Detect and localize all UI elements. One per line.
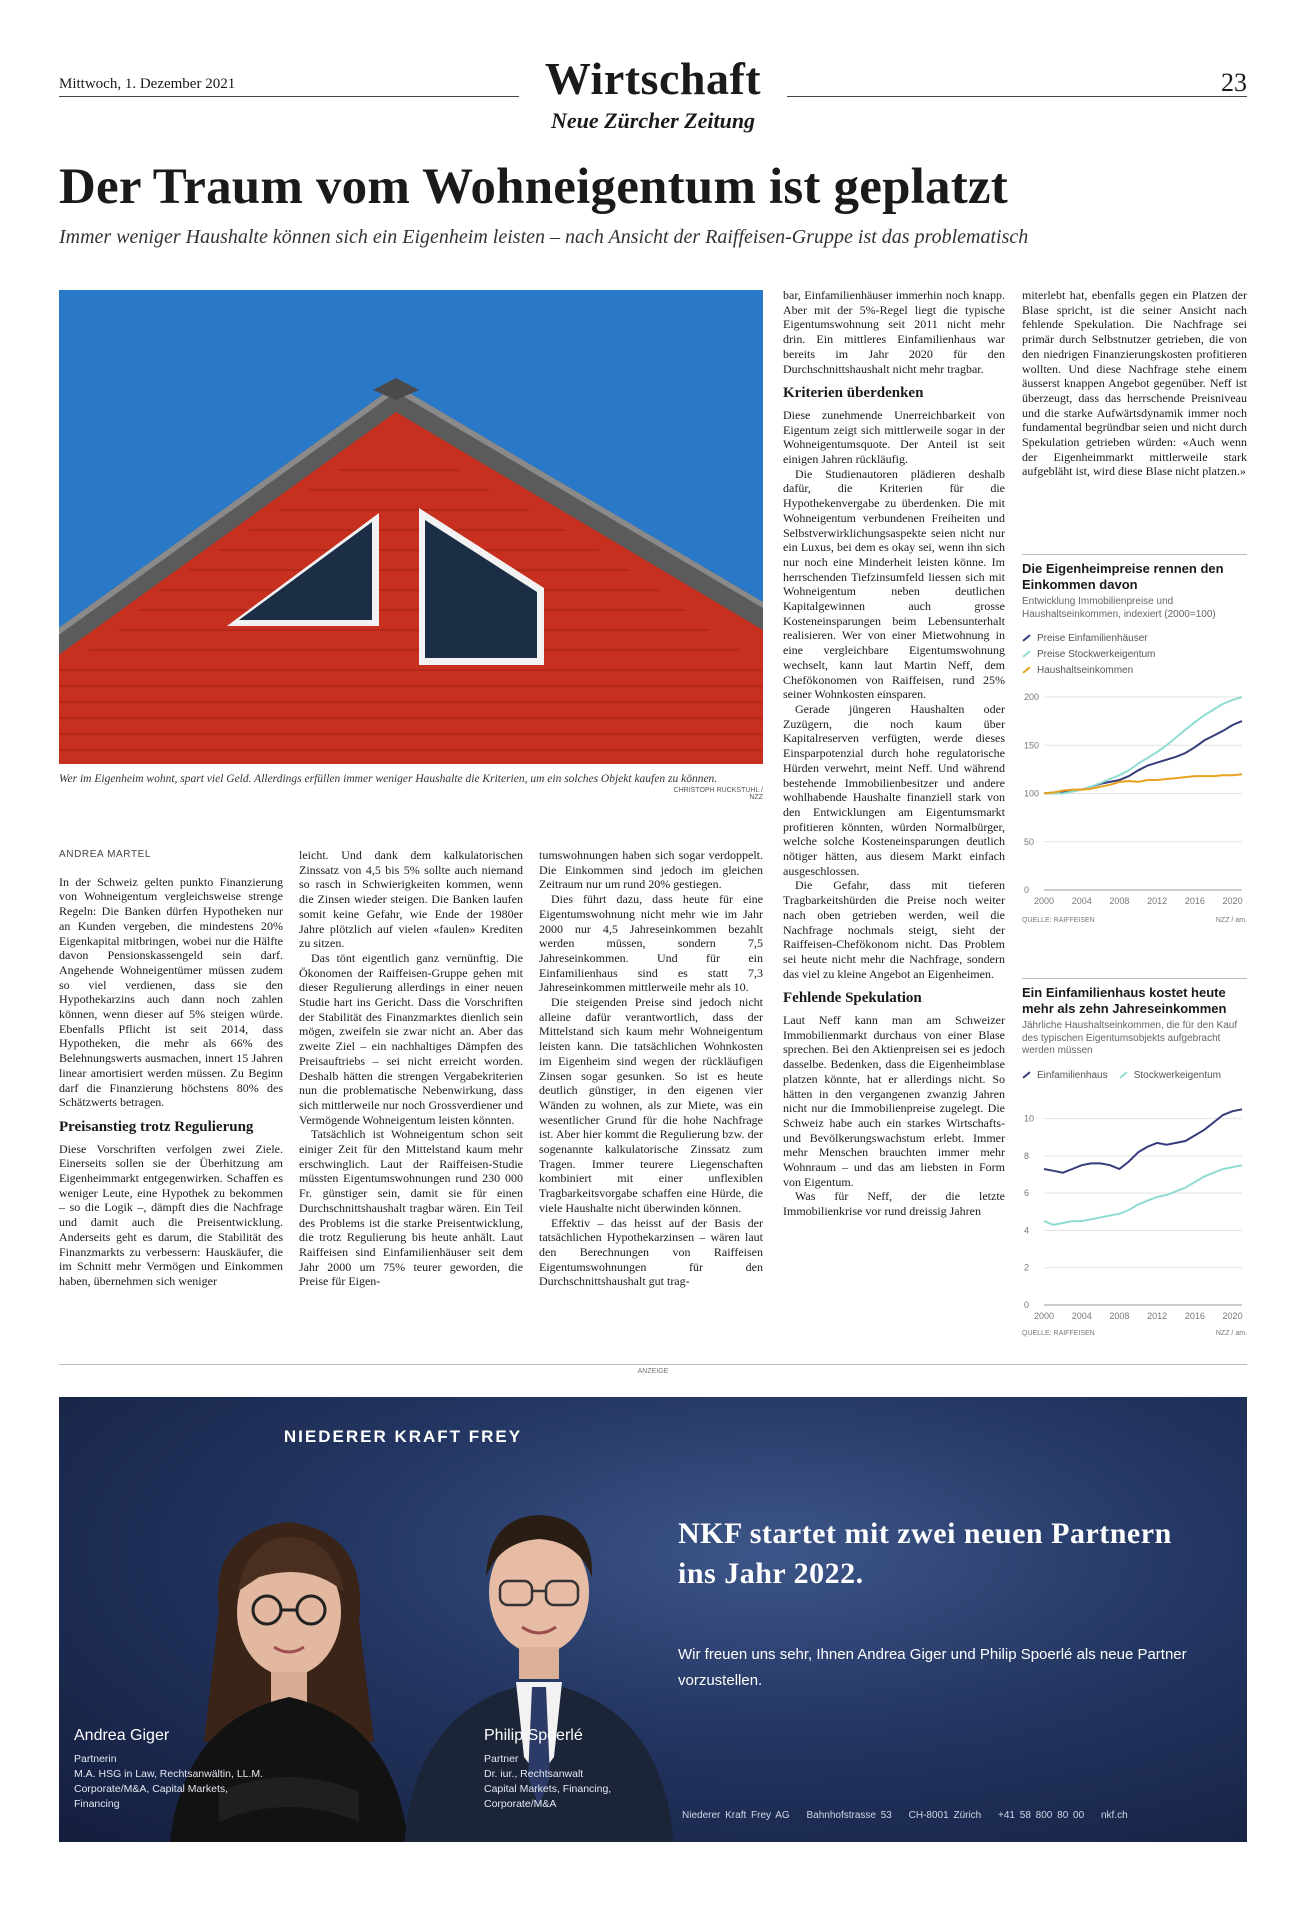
chart-legend [1022, 1068, 1247, 1084]
credit-label: NZZ / am. [1215, 917, 1247, 924]
partner-role: Partner [484, 1753, 519, 1765]
chart-title: Die Eigenheimpreise rennen den Einkommen davon [1022, 561, 1224, 592]
photo-caption: Wer im Eigenheim wohnt, spart viel Geld. Allerdings erfüllen immer weniger Haushalte die Kriterien, um ein solches Objekt kaufen zu können. [59, 773, 718, 785]
y-tick-label: 150 [1024, 740, 1040, 751]
ad-headline-line: ins Jahr 2022. [678, 1557, 864, 1590]
chart-home-prices [1022, 554, 1247, 924]
paragraph: Die Studienautoren plädieren deshalb dafür, die Kriterien für die Hypothekenvergabe zu überdenken. Die mit Wohneigentum verbundenen Freiheiten und Selbstverwirklichungsaspekte seien nicht nur ein Luxus, bei dem es okay sei, wenn ihn sich nur noch eine Minderheit leisten könne. Im herrschenden Tiefzinsumfeld liessen sich mit Wohneigentum neben deutlichen Kapitalgewinnen auch grosse Kosteneinsparungen beim Lebensunterhalt realisieren. Wer von einer Mietwohnung in eine vergleichbare Eigentumswohnung wechselt, kann laut Martin Neff, dem Chefökonomen von Raiffeisen, rund 25% seiner Wohnkosten einsparen. [783, 466, 1005, 702]
paragraph: Was für Neff, der die letzte Immobilienkrise vor rund dreissig Jahren [783, 1189, 1005, 1219]
paragraph: Effektiv – das heisst auf der Basis der tatsächlichen Hypothekarzinsen – wären laut den Berechnungen von Raiffeisen Eigentumswohnungen für den Durchschnittshaushalt gut trag- [539, 1215, 763, 1289]
legend-swatch [1022, 1071, 1030, 1078]
legend-label: Einfamilienhaus [1037, 1069, 1108, 1081]
chart-income-multiples [1022, 978, 1247, 1337]
chart-title: Ein Einfamilienhaus kostet heute mehr als zehn Jahreseinkommen [1022, 985, 1227, 1016]
ad-body-text: Wir freuen uns sehr, Ihnen Andrea Giger und Philip Spoerlé als neue Partner vorzustellen. [678, 1646, 1187, 1689]
partner-practice: Financing [74, 1798, 120, 1810]
author-byline: ANDREA MARTEL [59, 849, 152, 860]
page-rule [59, 1364, 1247, 1365]
y-tick-label: 4 [1024, 1224, 1030, 1235]
ad-headline [678, 1514, 1218, 1594]
y-tick-label: 0 [1024, 885, 1030, 895]
legend-label: Preise Einfamilienhäuser [1037, 633, 1148, 644]
y-tick-label: 100 [1024, 788, 1040, 799]
ad-footer [682, 1810, 1242, 1821]
paragraph: In der Schweiz gelten punkto Finanzierung von Wohneigentum vergleichsweise strenge Regeln: Die Banken dürfen Hypotheken nur an Kunden vergeben, die mindestens 20% Eigenkapital mitbringen, wobei nur die Hälfte davon Pensionskassengeld sein darf. Angehende Wohneigentümer müssen zudem so viel verdienen, dass sie den Hypothekarzins auch dann noch zahlen können, wenn dieser auf 5% steigen würde. Ebenfalls Pflicht ist seit 2014, dass Hypotheken, die mehr als 66% des Belehnungswerts ausmachen, innert 15 Jahren linear amortisiert werden müssen. Zu Beginn darf die Finanzierung höchstens 80% des Schätzwerts betragen. [59, 874, 283, 1110]
y-tick-label: 6 [1024, 1187, 1030, 1198]
y-tick-label: 2 [1024, 1262, 1030, 1273]
partner-details [484, 1752, 611, 1812]
section-title: Wirtschaft [544, 53, 762, 104]
article-column-5 [1022, 288, 1247, 479]
article-column-2 [299, 848, 523, 1289]
chart-subtitle: Jährliche Haushaltseinkommen, die für den Kauf des typischen Eigentumsobjekts aufgebracht werden müssen [1022, 1020, 1238, 1056]
chart-subtitle: Entwicklung Immobilienpreise und Haushaltseinkommen, indexiert (2000=100) [1022, 596, 1216, 620]
ad-brand: NIEDERER KRAFT FREY [283, 1427, 523, 1446]
article-photo [59, 290, 763, 764]
paragraph: Dies führt dazu, dass heute für eine Eigentumswohnung nicht mehr wie im Jahr 2000 nur 4,5 Jahreseinkommen bezahlt werden müssen, sondern 7,5 Jahreseinkommen. Und für ein Einfamilienhaus sind es statt 7,3 Jahreseinkommen mittlerweile mehr als 10. [539, 892, 763, 995]
partner-practice: Corporate/M&A [484, 1798, 557, 1810]
subheading: Fehlende Spekulation [783, 990, 922, 1007]
partner-name: Andrea Giger [74, 1727, 170, 1744]
partner-practice: Corporate/M&A, Capital Markets, [74, 1783, 229, 1795]
chart-source [1022, 917, 1247, 924]
series-line [1044, 721, 1242, 793]
legend-item [1119, 1070, 1221, 1081]
y-tick-label: 10 [1024, 1113, 1035, 1124]
x-tick-label: 2008 [1109, 896, 1130, 906]
company-name: Niederer Kraft Frey AG [682, 1810, 790, 1821]
x-tick-label: 2016 [1184, 1310, 1205, 1321]
chart-legend [1022, 631, 1247, 679]
partner-credentials: Dr. iur., Rechtsanwalt [484, 1768, 584, 1780]
advertisement[interactable] [59, 1397, 1247, 1842]
legend-swatch [1022, 635, 1030, 642]
article-column-4 [783, 288, 1005, 1219]
source-label: QUELLE: RAIFFEISEN [1022, 1329, 1095, 1337]
paragraph: miterlebt hat, ebenfalls gegen ein Platzen der Blase spricht, ist die seiner Ansicht nach fehlende Spekulation. Die Nachfrage sei primär durch Selbstnutzer getrieben, die von den niedrigen Finanzierungskosten profitieren wollten. Und diese Nachfrage stehe einem äusserst knappen Angebot gegenüber. Neff ist überzeugt, dass das herrschende Preisniveau und die starke Aufwärtsdynamik immer noch fundamental begründbar seien und nicht durch Spekulation getrieben würden: «Auch wenn der Eigenheimmarkt mittlerweile stark aufgebläht ist, wird diese Blase nicht platzen.» [1022, 288, 1247, 479]
paragraph: Die Gefahr, dass mit tieferen Tragbarkeitshürden die Preise noch weiter nach oben getrieben werden, weil die Nachfrage nochmals steigt, sieht der Raiffeisen-Chefökonom nicht. Das Problem sei heute nicht mehr die Nachfrage, sondern das viel zu kleine Angebot an Eigenheimen. [783, 878, 1005, 981]
y-tick-label: 8 [1024, 1150, 1030, 1161]
x-tick-label: 2020 [1222, 1310, 1243, 1321]
partner-practice: Capital Markets, Financing, [484, 1783, 612, 1795]
article-column-1 [59, 848, 283, 1289]
paragraph: Diese zunehmende Unerreichbarkeit von Eigentum zeigt sich mittlerweile sogar in der Wohneigentumsquote. Der Anteil ist seit einigen Jahren rückläufig. [783, 407, 1005, 467]
series-line [1044, 1165, 1242, 1225]
x-tick-label: 2000 [1033, 896, 1055, 906]
page-number: 23 [1221, 68, 1247, 97]
legend-item [1022, 663, 1247, 679]
newspaper-logo: Neue Zürcher Zeitung [550, 108, 756, 133]
subheading: Kriterien überdenken [783, 385, 924, 402]
legend-swatch [1022, 651, 1030, 658]
paragraph: Diese Vorschriften verfolgen zwei Ziele. Einerseits sollen sie der Überhitzung am Eigenheimmarkt entgegenwirken. Schaffen es weniger Leute, eine Hypothek zu bekommen – so die Logik –, dämpft dies die Nachfrage und damit auch die Preisentwicklung. Anderseits geht es darum, die Stabilität des Finanzmarkts zu verbessern: Hauskäufer, die im Schnitt mehr Vermögen und Einkommen haben, übernehmen sich weniger [59, 1141, 283, 1288]
partner-credentials: M.A. HSG in Law, Rechtsanwältin, LL.M. [74, 1768, 264, 1780]
legend-label: Preise Stockwerkeigentum [1037, 649, 1156, 660]
x-tick-label: 2012 [1147, 896, 1168, 906]
legend-label: Stockwerkeigentum [1133, 1069, 1221, 1081]
legend-swatch [1022, 667, 1030, 674]
legend-swatch [1119, 1071, 1127, 1078]
x-tick-label: 2020 [1222, 896, 1243, 906]
legend-label: Haushaltseinkommen [1037, 665, 1134, 676]
x-tick-label: 2012 [1147, 1310, 1168, 1321]
credit-label: NZZ / am. [1215, 1329, 1247, 1337]
ad-headline-line: NKF startet mit zwei neuen Partnern [678, 1517, 1172, 1550]
x-tick-label: 2004 [1071, 1310, 1092, 1321]
company-website[interactable]: nkf.ch [1100, 1810, 1128, 1821]
paragraph: Das tönt eigentlich ganz vernünftig. Die Ökonomen der Raiffeisen-Gruppe gehen mit dieser Regulierung allerdings in einer neuen Studie hart ins Gericht. Dass die Vorschriften der Stabilität des Finanzmarktes dienlich sein mögen, zweifeln sie zwar nicht an. Aber das zweite Ziel – ein nachhaltiges Dämpfen des Preisauftriebs – sei nicht erreicht worden. Deshalb hätten die strengen Vergabekriterien nun die problematische Nebenwirkung, dass sich mittlerweile nur noch Grossverdiener und Vermögende Wohneigentum leisten könnten. [299, 950, 523, 1127]
partner-role: Partnerin [74, 1753, 117, 1765]
article-headline: Der Traum vom Wohneigentum ist geplatzt [59, 159, 1008, 215]
source-label: QUELLE: RAIFFEISEN [1022, 917, 1095, 924]
issue-date: Mittwoch, 1. Dezember 2021 [59, 76, 236, 92]
paragraph: Tatsächlich ist Wohneigentum schon seit einiger Zeit für den Mittelstand kaum mehr erschwinglich. Laut der Raiffeisen-Studie müssten Eigentumswohnungen rund 230 000 Fr. günstiger sein, damit sie für einen Durchschnittshaushalt tragbar wären. Ein Teil des Problems ist die starke Preisentwicklung, die trotz Regulierung bis heute anhält. Laut Raiffeisen sind Einfamilienhäuser seit dem Jahr 2000 um 75% teurer geworden, die Preise für Eigen- [299, 1127, 523, 1289]
paragraph: Laut Neff kann man am Schweizer Immobilienmarkt durchaus von einer Blase sprechen. Bei den Aktienpreisen sei es jedoch dasselbe. Bedenken, dass die Eigenheimblase platzen könnte, hat er allerdings nicht. So hätten in den vergangenen zwanzig Jahren nicht nur die Immobilienpreise zugelegt. Die Schweiz habe auch ein starkes Wirtschafts- und Bevölkerungswachstum erlebt. Immer mehr Menschen brauchten immer mehr Wohnraum – und das am liebsten in Form von Eigentum. [783, 1013, 1005, 1189]
article-dek: Immer weniger Haushalte können sich ein Eigenheim leisten – nach Ansicht der Raiffeisen-Gruppe ist das problematisch [59, 226, 1029, 248]
paragraph: Gerade jüngeren Haushalten oder Zuzügern, die noch kaum über Kapitalreserven verfügten, werde dieses Einsparpotenzial durch hohe regulatorische Hürden verwehrt, meint Neff. Und während bestehende Immobilienbesitzer und andere wohlhabende Haushalte finanziell stark von den Entwicklungen am Eigentumsmarkt profitieren könnten, würden Normalbürger, welche solche Kosteneinsparungen deutlich nötiger hätten, aus diesem Markt einfach ausgeschlossen. [783, 701, 1005, 878]
legend-item [1022, 647, 1247, 663]
company-city: CH-8001 Zürich [908, 1810, 982, 1821]
chart-rule [1022, 554, 1247, 555]
x-tick-label: 2016 [1184, 896, 1205, 906]
ad-label: ANZEIGE [637, 1368, 669, 1375]
x-tick-label: 2000 [1033, 1310, 1055, 1321]
legend-item [1022, 631, 1247, 647]
chart-plot [1022, 1090, 1247, 1328]
x-tick-label: 2004 [1071, 896, 1092, 906]
x-tick-label: 2008 [1109, 1310, 1130, 1321]
y-tick-label: 200 [1024, 692, 1040, 702]
article-column-3 [539, 848, 763, 1289]
paragraph: tumswohnungen haben sich sogar verdoppelt. Die Einkommen sind jedoch im gleichen Zeitraum nur um rund 20% gestiegen. [539, 848, 763, 892]
company-phone[interactable]: +41 58 800 80 00 [998, 1810, 1085, 1821]
partner-details [74, 1752, 263, 1812]
partner-name: Philip Spoerlé [484, 1727, 583, 1744]
paragraph: leicht. Und dank dem kalkulatorischen Zinssatz von 4,5 bis 5% sollte auch niemand so rasch in Schwierigkeiten kommen, wenn die Zinsen wieder steigen. Die Banken laufen somit keine Gefahr, wie Ende der 1980er Jahre plötzlich auf vielen «faulen» Krediten zu sitzen. [299, 848, 523, 951]
paragraph: bar, Einfamilienhäuser immerhin noch knapp. Aber mit der 5%-Regel liegt die typische Eigentumswohnung seit 2011 nicht mehr drin. Ein mittleres Einfamilienhaus war bereits im Jahr 2020 für den Durchschnittshaushalt nicht mehr tragbar. [783, 288, 1005, 376]
photo-credit: CHRISTOPH RUCKSTUHL / NZZ [673, 787, 763, 801]
chart-plot [1022, 685, 1247, 915]
masthead [59, 48, 1247, 138]
company-street: Bahnhofstrasse 53 [806, 1810, 892, 1821]
y-tick-label: 50 [1024, 836, 1035, 847]
legend-item [1022, 1070, 1108, 1081]
subheading: Preisanstieg trotz Regulierung [59, 1118, 254, 1135]
chart-source [1022, 1330, 1247, 1337]
y-tick-label: 0 [1024, 1299, 1030, 1310]
paragraph: Die steigenden Preise sind jedoch nicht alleine dafür verantwortlich, dass der Mittelstand sich kaum mehr Wohneigentum leisten kann. Die tatsächlichen Wohnkosten im Eigenheim sind wegen der rückläufigen Zinsen sogar gesunken. So ist es heute deutlich günstiger, in den eigenen vier Wänden zu wohnen, als zur Miete, was ein wesentlicher Grund für die hohe Nachfrage ist. Aber hier kommt die Regulierung bzw. der sogenannte kalkulatorische Zinssatz zum Tragen. Immer teurere Liegenschaften kombiniert mit einer unflexiblen Tragbarkeitsvorgabe schaffen eine Hürde, die viele Haushalte nicht überwinden können. [539, 995, 763, 1215]
chart-rule [1022, 978, 1247, 979]
